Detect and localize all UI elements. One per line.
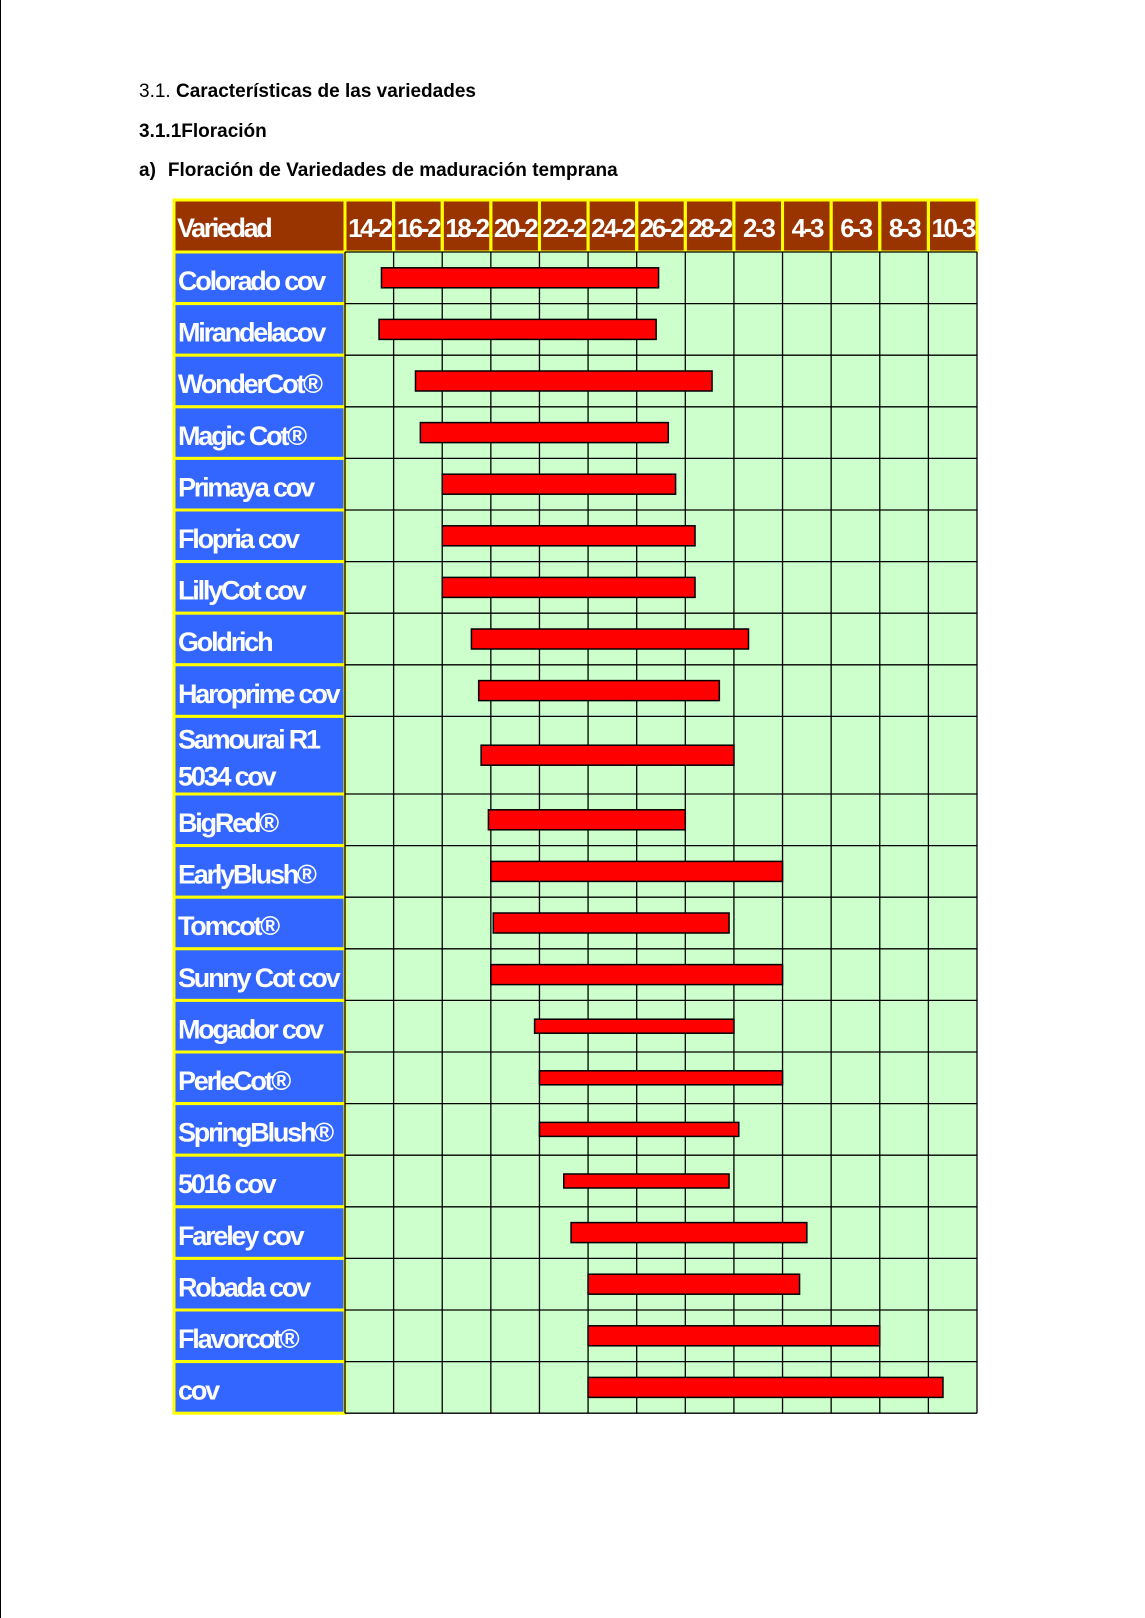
flowering-period-bar [379, 319, 656, 339]
column-date-label: 6-3 [840, 213, 871, 243]
variety-name: LillyCot cov [178, 575, 305, 606]
variety-name: BigRed® [178, 808, 277, 838]
variety-name: Robada cov [178, 1272, 310, 1303]
column-date-label: 8-3 [888, 213, 920, 243]
variety-name: Fareley cov [178, 1220, 303, 1251]
flowering-period-bar [481, 745, 734, 765]
variety-name: Flavorcot® [178, 1324, 298, 1354]
flowering-period-bar [588, 1274, 799, 1294]
variety-name: SpringBlush® [178, 1117, 332, 1148]
flowering-period-bar [479, 681, 720, 701]
variety-name: Colorado cov [178, 266, 325, 296]
variety-name: Mirandelacov [178, 317, 325, 348]
flowering-period-bar [539, 1122, 738, 1136]
flowering-period-bar [488, 810, 685, 830]
flowering-period-bar [491, 965, 783, 985]
column-date-label: 20-2 [493, 213, 537, 243]
flowering-period-bar [535, 1019, 734, 1033]
column-date-label: 22-2 [542, 213, 585, 243]
section-number: 3.1. [139, 81, 171, 102]
column-date-label: 2-3 [743, 213, 774, 243]
flowering-period-bar [588, 1377, 943, 1397]
flowering-period-bar [539, 1071, 782, 1085]
variety-name: Flopria cov [178, 524, 298, 554]
column-date-label: 26-2 [639, 213, 683, 243]
flowering-period-bar [442, 577, 695, 597]
variety-name: Primaya cov [178, 472, 313, 503]
column-date-label: 28-2 [688, 213, 731, 243]
variety-name: 5034 cov [178, 761, 275, 792]
item-letter: a) [139, 160, 156, 181]
column-date-label: 24-2 [591, 213, 634, 243]
column-date-label: 18-2 [445, 213, 488, 243]
header-variety-label: Variedad [177, 213, 271, 243]
flowering-period-bar [415, 371, 712, 391]
flowering-period-bar [571, 1223, 807, 1243]
flowering-period-bar [442, 474, 675, 494]
flowering-period-bar [471, 629, 748, 649]
column-date-label: 16-2 [396, 213, 440, 243]
variety-name: EarlyBlush® [178, 859, 315, 890]
variety-name: Mogador cov [178, 1014, 322, 1045]
flowering-period-bar [381, 268, 658, 288]
variety-name: PerleCot® [178, 1066, 290, 1096]
variety-name: WonderCot® [178, 369, 321, 400]
variety-name: cov [178, 1375, 218, 1406]
flowering-period-bar [564, 1174, 729, 1188]
column-date-label: 4-3 [791, 213, 823, 243]
variety-name: Haroprime cov [178, 678, 339, 709]
subsection-heading: 3.1.1Floración [139, 121, 267, 142]
variety-name: 5016 cov [178, 1169, 275, 1200]
variety-name: Goldrich [178, 627, 272, 658]
flowering-period-bar [493, 913, 729, 933]
item-title: Floración de Variedades de maduración temprana [167, 160, 618, 181]
variety-name: Sunny Cot cov [178, 962, 339, 993]
column-date-label: 14-2 [348, 213, 391, 243]
flowering-period-bar [588, 1326, 880, 1346]
variety-name: Magic Cot® [178, 420, 305, 451]
flowering-period-bar [420, 423, 668, 443]
flowering-period-bar [442, 526, 695, 546]
variety-name: Samourai R1 [178, 724, 319, 755]
section-title: Características de las variedades [175, 81, 476, 102]
variety-name: Tomcot® [178, 911, 278, 942]
flowering-period-bar [491, 861, 783, 881]
column-date-label: 10-3 [931, 213, 974, 243]
